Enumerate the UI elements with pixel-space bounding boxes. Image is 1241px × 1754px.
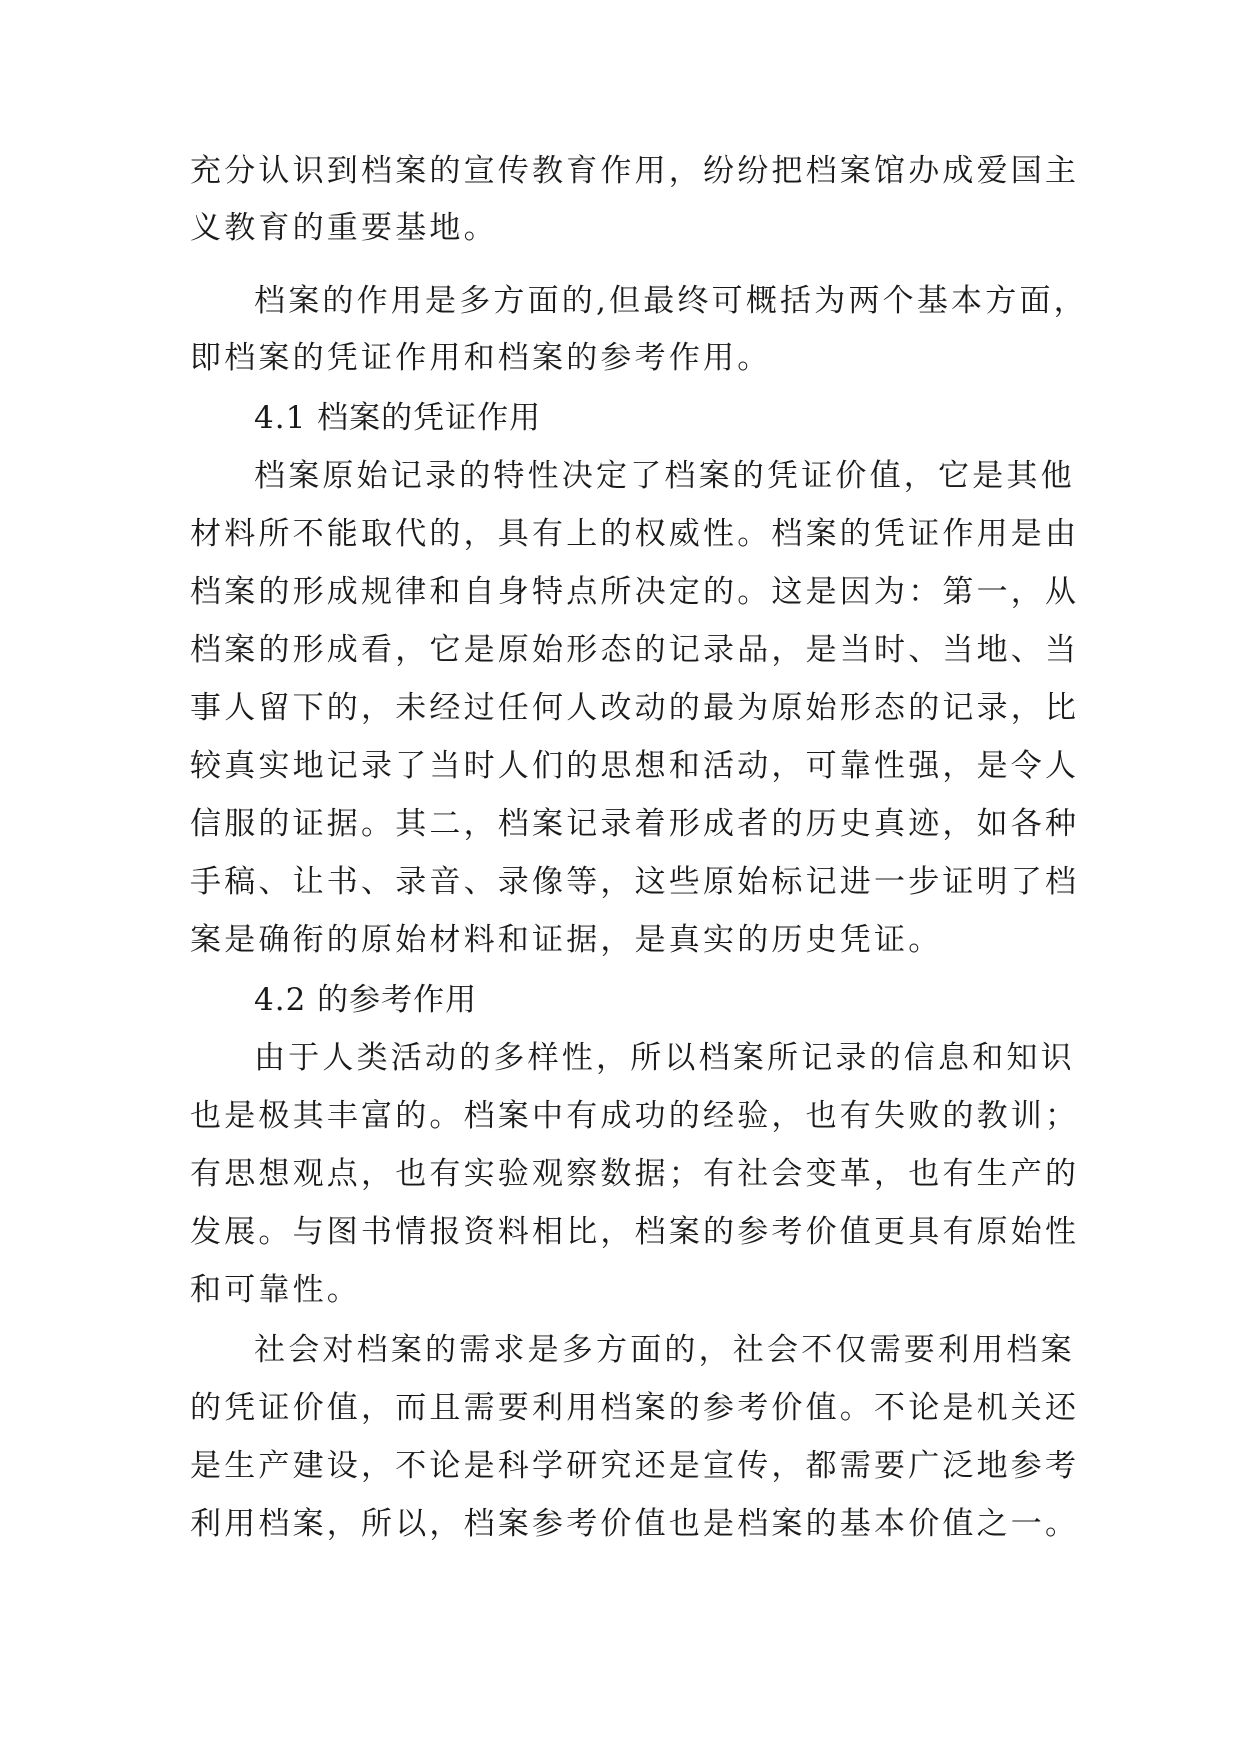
paragraph-line: 是生产建设，不论是科学研究还是宣传，都需要广泛地参考: [190, 1448, 1080, 1484]
paragraph-line: 档案的作用是多方面的,但最终可概括为两个基本方面，: [254, 283, 1088, 319]
paragraph-line: 较真实地记录了当时人们的思想和活动，可靠性强，是令人: [190, 748, 1080, 784]
paragraph-line: 手稿、让书、录音、录像等，这些原始标记进一步证明了档: [190, 864, 1080, 900]
paragraph-line: 社会对档案的需求是多方面的，社会不仅需要利用档案: [254, 1332, 1075, 1368]
paragraph-line: 由于人类活动的多样性，所以档案所记录的信息和知识: [254, 1040, 1075, 1076]
paragraph-line: 义教育的重要基地。: [190, 210, 498, 246]
paragraph-line: 案是确衔的原始材料和证据，是真实的历史凭证。: [190, 922, 943, 958]
paragraph-line: 档案原始记录的特性决定了档案的凭证价值，它是其他: [254, 458, 1075, 494]
paragraph-line: 事人留下的，未经过任何人改动的最为原始形态的记录，比: [190, 690, 1080, 726]
paragraph-line: 也是极其丰富的。档案中有成功的经验，也有失败的教训；: [190, 1098, 1080, 1134]
paragraph-line: 充分认识到档案的宣传教育作用，纷纷把档案馆办成爱国主: [190, 153, 1080, 189]
paragraph-line: 档案的形成规律和自身特点所决定的。这是因为：第一，从: [190, 574, 1080, 610]
section-heading-4-1: 4.1 档案的凭证作用: [254, 400, 542, 436]
paragraph-line: 材料所不能取代的，具有上的权威性。档案的凭证作用是由: [190, 516, 1080, 552]
paragraph-line: 的凭证价值，而且需要利用档案的参考价值。不论是机关还: [190, 1390, 1080, 1426]
paragraph-line: 即档案的凭证作用和档案的参考作用。: [190, 340, 772, 376]
paragraph-line: 利用档案，所以，档案参考价值也是档案的基本价值之一。: [190, 1506, 1080, 1542]
paragraph-line: 信服的证据。其二，档案记录着形成者的历史真迹，如各种: [190, 806, 1080, 842]
section-heading-4-2: 4.2 的参考作用: [254, 982, 478, 1018]
paragraph-line: 有思想观点，也有实验观察数据；有社会变革，也有生产的: [190, 1156, 1080, 1192]
paragraph-line: 发展。与图书情报资料相比，档案的参考价值更具有原始性: [190, 1214, 1080, 1250]
paragraph-line: 和可靠性。: [190, 1272, 361, 1308]
paragraph-line: 档案的形成看，它是原始形态的记录品，是当时、当地、当: [190, 632, 1080, 668]
